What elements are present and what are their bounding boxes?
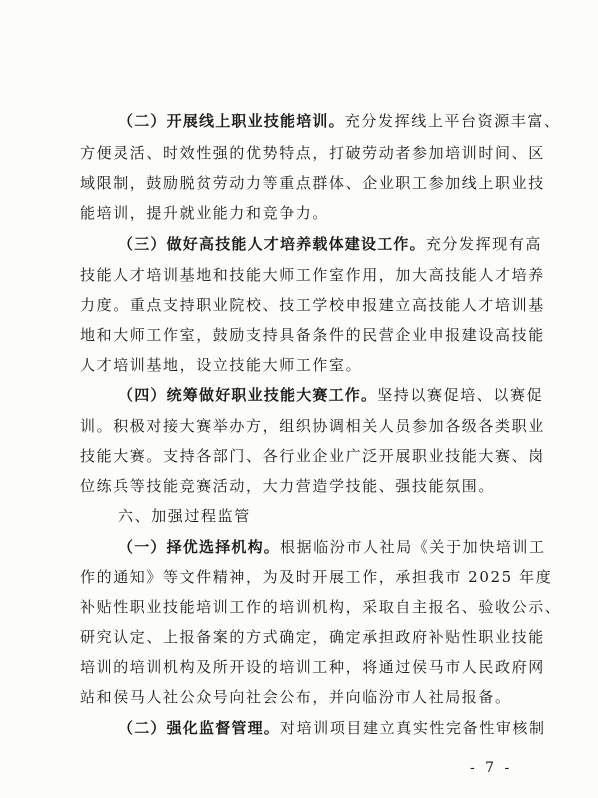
text-line: （三）做好高技能人才培养载体建设工作。充分发挥现有高 (118, 235, 543, 253)
text-line: 方便灵活、时效性强的优势特点，打破劳动者参加培训时间、区 (80, 144, 545, 162)
text-line: 作的通知》等文件精神，为及时开展工作，承担我市 2025 年度 (80, 568, 553, 586)
paragraph-heading: （一）择优选择机构。 (118, 538, 281, 556)
text-line: 能培训，提升就业能力和竞争力。 (80, 204, 330, 222)
text-line: 训。积极对接大赛举办方，组织协调相关人员参加各级各类职业 (80, 417, 545, 435)
text-line: （二）强化监督管理。对培训项目建立真实性完备性审核制 (118, 719, 546, 737)
text-line: （一）择优选择机构。根据临汾市人社局《关于加快培训工 (118, 538, 546, 556)
text-line: 位练兵等技能竞赛活动，大力营造学技能、强技能氛围。 (80, 477, 496, 495)
text-line: 地和大师工作室，鼓励支持具备条件的民营企业申报建设高技能 (80, 326, 545, 344)
paragraph-heading: （二）强化监督管理。 (118, 719, 281, 737)
page-number: - 7 - (470, 760, 513, 776)
text-line: （四）统筹做好职业技能大赛工作。坚持以赛促培、以赛促 (118, 386, 544, 404)
text-line: 域限制，鼓励脱贫劳动力等重点群体、企业职工参加线上职业技 (80, 174, 545, 192)
text-line: 培训的培训机构及所开设的培训工种，将通过侯马市人民政府网 (80, 658, 545, 676)
text-line: 技能大赛。支持各部门、各行业企业广泛开展职业技能大赛、岗 (80, 447, 545, 465)
text-line: 人才培训基地，设立技能大师工作室。 (80, 356, 363, 374)
text-line: 补贴性职业技能培训工作的培训机构，采取自主报名、验收公示、 (80, 598, 562, 616)
section-heading: 六、加强过程监管 (118, 507, 251, 525)
text-line: （二）开展线上职业技能培训。充分发挥线上平台资源丰富、 (118, 112, 561, 130)
text-line: 力度。重点支持职业院校、技工学校申报建立高技能人才培训基 (80, 296, 545, 314)
paragraph-heading: （四）统筹做好职业技能大赛工作。 (118, 386, 378, 404)
text-line: 站和侯马人社公众号向社会公布，并向临汾市人社局报备。 (80, 688, 512, 706)
paragraph-heading: （二）开展线上职业技能培训。 (118, 112, 345, 130)
text-line: 技能人才培训基地和技能大师工作室作用，加大高技能人才培养 (80, 266, 545, 284)
paragraph-heading: （三）做好高技能人才培养载体建设工作。 (118, 235, 426, 253)
text-line: 研究认定、上报备案的方式确定，确定承担政府补贴性职业技能 (80, 628, 545, 646)
